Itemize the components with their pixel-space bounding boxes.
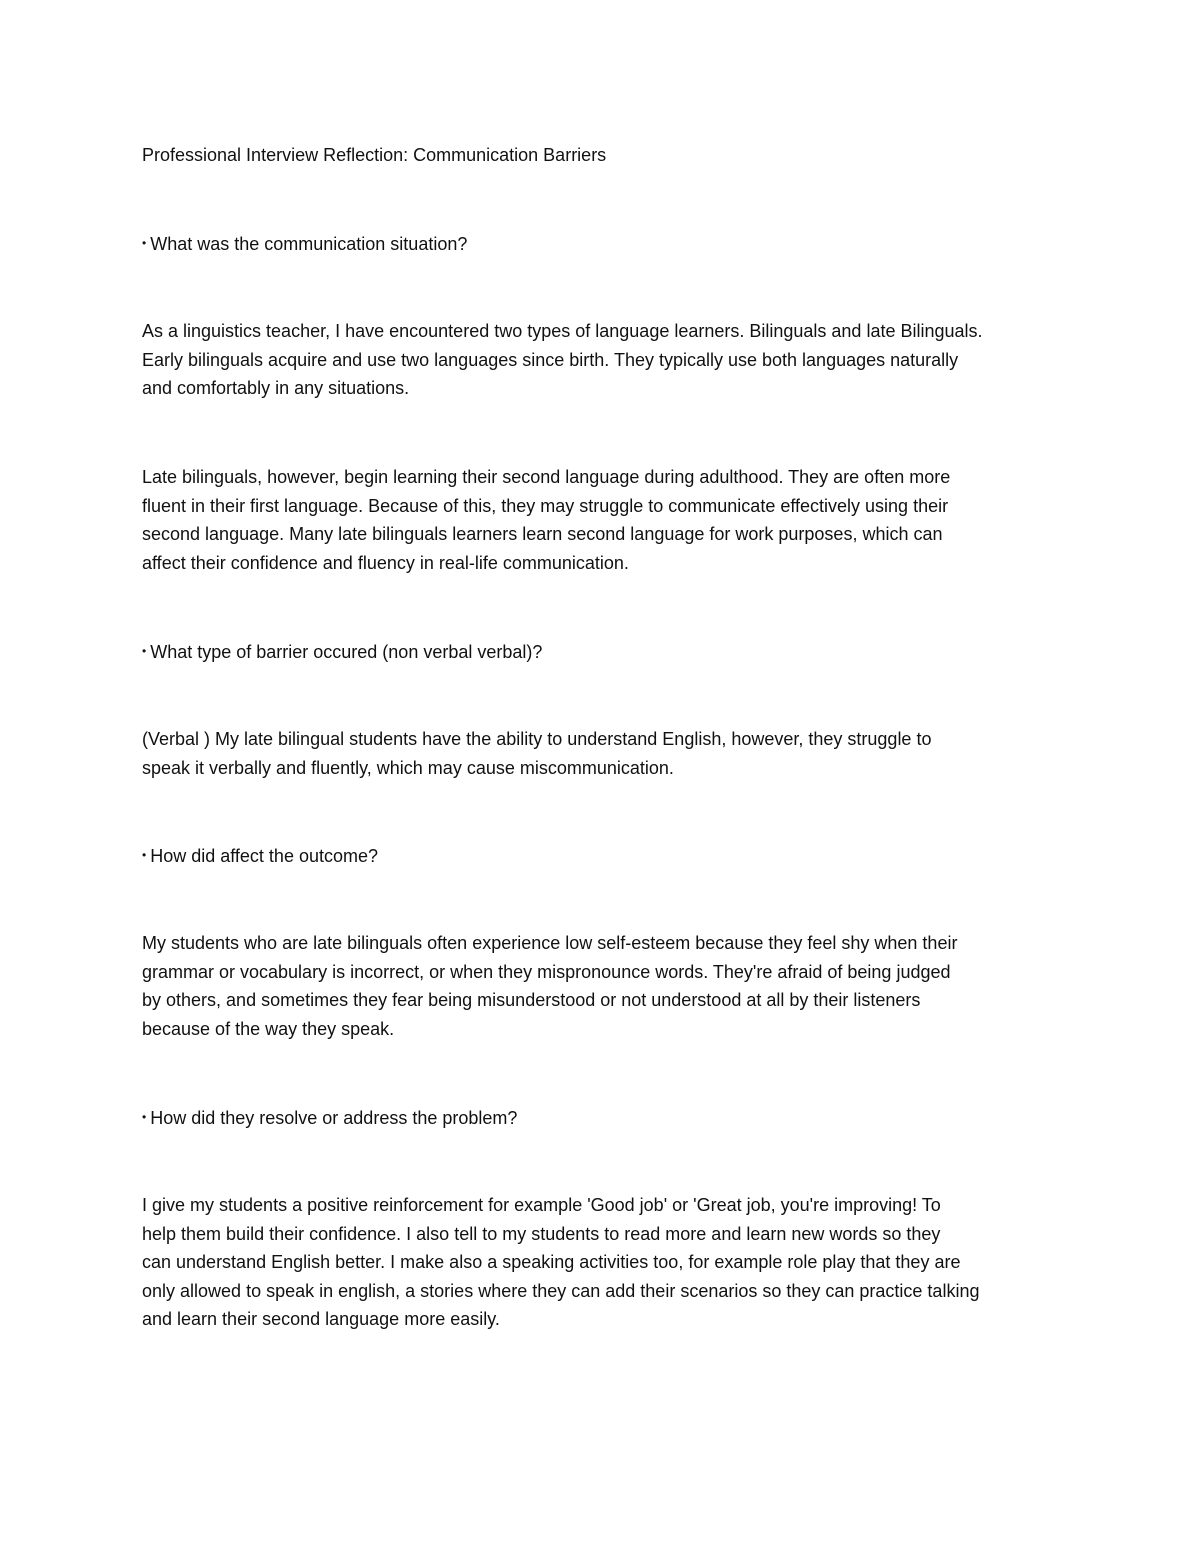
paragraph <box>142 725 1072 782</box>
paragraph-line: can understand English better. I make also a speaking activities too, for example role play that they are <box>142 1252 961 1272</box>
bullet-icon: • <box>142 848 147 862</box>
section-question: • What was the communication situation? <box>142 234 468 254</box>
paragraph-line: (Verbal ) My late bilingual students have the ability to understand English, however, they struggle to <box>142 729 932 749</box>
paragraph <box>142 1191 1072 1334</box>
section-question: • What type of barrier occured (non verbal verbal)? <box>142 642 543 662</box>
paragraph <box>142 929 1072 1043</box>
paragraph-line: As a linguistics teacher, I have encountered two types of language learners. Bilinguals and late Bilinguals. <box>142 321 983 341</box>
paragraph-line: My students who are late bilinguals often experience low self-esteem because they feel shy when their <box>142 933 958 953</box>
paragraph-line: affect their confidence and fluency in real-life communication. <box>142 552 629 573</box>
paragraph <box>142 463 1072 577</box>
section-question: • How did affect the outcome? <box>142 846 379 866</box>
bullet-icon: • <box>142 644 147 658</box>
paragraph-line: speak it verbally and fluently, which may cause miscommunication. <box>142 757 674 778</box>
paragraph-line: because of the way they speak. <box>142 1018 395 1039</box>
document-title: Professional Interview Reflection: Communication Barriers <box>142 145 607 165</box>
paragraph-line: and learn their second language more easily. <box>142 1309 500 1329</box>
paragraph-line: Early bilinguals acquire and use two languages since birth. They typically use both languages naturally <box>142 349 959 370</box>
paragraph-line: second language. Many late bilinguals learners learn second language for work purposes, which can <box>142 524 943 544</box>
bullet-icon: • <box>142 236 147 250</box>
paragraph-line: and comfortably in any situations. <box>142 378 410 398</box>
paragraph-line: Late bilinguals, however, begin learning their second language during adulthood. They are often more <box>142 467 951 487</box>
paragraph-line: only allowed to speak in english, a stories where they can add their scenarios so they can practice talking <box>142 1280 980 1301</box>
paragraph-line: by others, and sometimes they fear being misunderstood or not understood at all by their listeners <box>142 990 921 1010</box>
paragraph-line: grammar or vocabulary is incorrect, or when they mispronounce words. They're afraid of being judged <box>142 961 951 982</box>
paragraph <box>142 317 1072 403</box>
paragraph-line: fluent in their first language. Because of this, they may struggle to communicate effectively using their <box>142 495 949 516</box>
paragraph-line: I give my students a positive reinforcement for example 'Good job' or 'Great job, you're improving! To <box>142 1195 941 1215</box>
bullet-icon: • <box>142 1110 147 1124</box>
section-question: • How did they resolve or address the problem? <box>142 1108 518 1128</box>
paragraph-line: help them build their confidence. I also tell to my students to read more and learn new words so they <box>142 1223 941 1244</box>
